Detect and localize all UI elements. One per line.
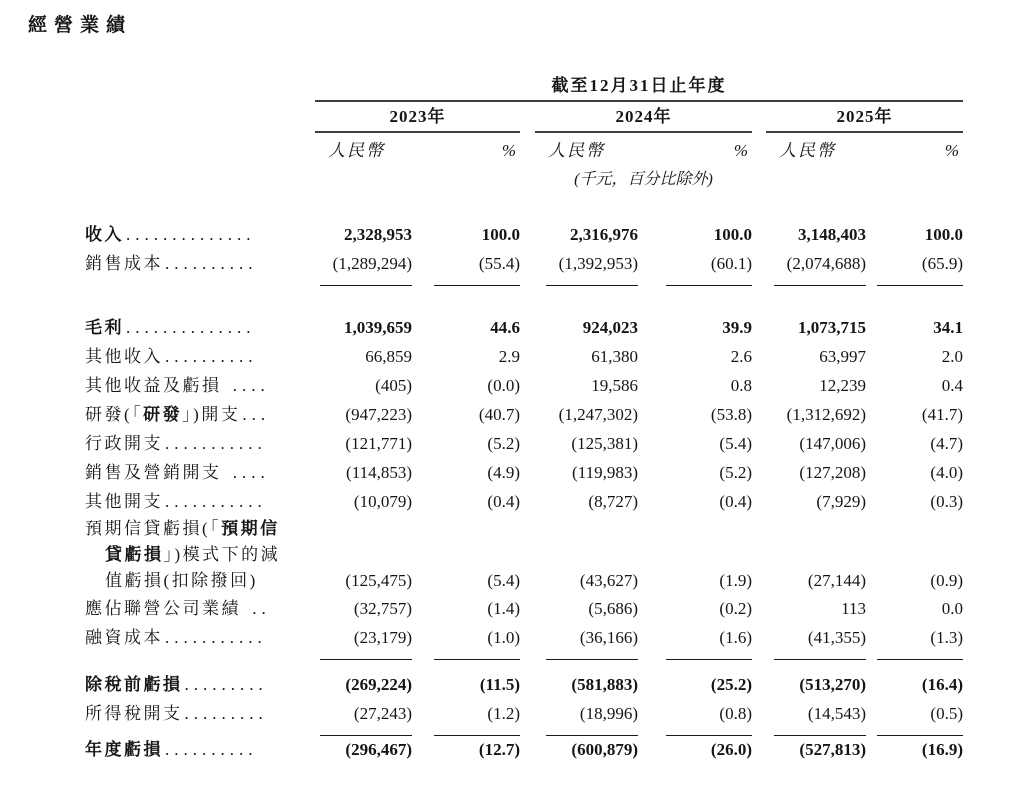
value-cell: (0.2) — [719, 599, 752, 618]
dot-leader: ......... — [184, 675, 268, 694]
value-cell: (16.4) — [921, 675, 963, 694]
value-cell: 2.9 — [498, 347, 520, 366]
label-segment: 所得稅開支 — [85, 704, 183, 723]
value-cell: (1.9) — [719, 571, 752, 590]
table-row-rd-expenses — [85, 400, 963, 429]
value-cell: 34.1 — [933, 318, 963, 337]
value-cell: (4.9) — [487, 463, 520, 482]
column-gap — [752, 487, 766, 516]
value-cell: (7,929) — [816, 492, 866, 511]
value-cell: 2,328,953 — [344, 225, 412, 244]
column-gap — [520, 735, 535, 764]
value-cell: 0.8 — [730, 376, 752, 395]
table-row-finance-costs — [85, 623, 963, 652]
column-gap — [520, 133, 535, 169]
value-cell: (127,208) — [799, 463, 866, 482]
column-gap — [752, 429, 766, 458]
value-cell: (1,392,953) — [535, 249, 638, 278]
value-cell: (947,223) — [345, 405, 412, 424]
label-segment: 銷售成本 — [85, 254, 163, 273]
value-cell: (27,243) — [315, 699, 412, 728]
unit-note: (千元，百分比除外) — [574, 171, 713, 188]
column-gap — [752, 735, 766, 764]
label-segment: 融資成本 — [85, 628, 163, 647]
subheader-group-2025 — [766, 133, 963, 169]
value-cell: 1,073,715 — [798, 318, 866, 337]
column-gap — [520, 220, 535, 249]
column-gap — [520, 371, 535, 400]
row-label — [85, 371, 315, 400]
value-cell: (2,074,688) — [766, 249, 866, 278]
period-header: 截至12月31日止年度 — [551, 76, 727, 95]
value-cell: (0.0) — [487, 376, 520, 395]
value-cell: (12.7) — [478, 740, 520, 759]
value-cell: (36,166) — [535, 623, 638, 652]
row-label — [85, 594, 315, 623]
value-cell: (405) — [375, 376, 412, 395]
label-segment: 銷售及營銷開支 — [85, 463, 222, 482]
value-cell: (32,757) — [353, 599, 412, 618]
column-gap — [752, 133, 766, 169]
value-cell: (121,771) — [345, 434, 412, 453]
value-cell: (16.9) — [921, 740, 963, 759]
row-label — [85, 429, 315, 458]
value-cell: (269,224) — [345, 675, 412, 694]
value-cell: 0.0 — [941, 599, 963, 618]
label-column-spacer — [85, 72, 315, 100]
value-cell: (14,543) — [766, 699, 866, 728]
label-segment: 除稅前虧損 — [85, 675, 183, 694]
value-cell: 113 — [841, 599, 866, 618]
value-cell: (1,312,692) — [786, 405, 866, 424]
label-segment: 行政開支 — [85, 434, 163, 453]
dot-leader: ........... — [165, 434, 267, 453]
value-cell: (60.1) — [638, 249, 752, 278]
value-cell: (119,983) — [572, 463, 638, 482]
value-cell: (0.4) — [487, 492, 520, 511]
value-cell: (125,475) — [345, 571, 412, 590]
period-header-row — [85, 72, 963, 100]
label-segment: 預期信 — [221, 519, 280, 538]
year-header-2023: 2023年 — [315, 102, 520, 133]
table-row-other-gains-and-losses — [85, 371, 963, 400]
value-cell: (581,883) — [571, 675, 638, 694]
column-gap — [520, 670, 535, 699]
year-header-2024: 2024年 — [535, 102, 752, 133]
value-cell: (1.2) — [412, 699, 520, 728]
value-cell: (11.5) — [479, 675, 520, 694]
label-segment: 」)開支 — [182, 405, 241, 424]
value-cell: (114,853) — [346, 463, 412, 482]
value-cell: (1.3) — [866, 623, 963, 652]
table-body — [85, 220, 963, 764]
label-segment: 其他收益及虧損 — [85, 376, 222, 395]
value-cell: 100.0 — [713, 225, 752, 244]
column-gap — [520, 623, 535, 652]
value-cell: (25.2) — [710, 675, 752, 694]
dot-leader: .......... — [165, 254, 258, 273]
value-cell: (27,144) — [807, 571, 866, 590]
value-cell: (26.0) — [710, 740, 752, 759]
column-gap — [752, 699, 766, 728]
value-cell: (125,381) — [571, 434, 638, 453]
column-subheaders-row — [85, 133, 963, 169]
label-line — [85, 542, 315, 568]
dot-leader: ........... — [165, 628, 267, 647]
dot-leader: ... — [242, 405, 271, 424]
dot-leader: ........... — [165, 492, 267, 511]
value-cell: (1,247,302) — [558, 405, 638, 424]
column-gap — [752, 102, 766, 133]
value-cell: (4.7) — [930, 434, 963, 453]
row-label — [85, 220, 315, 249]
column-gap — [520, 400, 535, 429]
column-gap — [520, 313, 535, 342]
label-segment: 毛利 — [85, 318, 124, 337]
value-cell: 66,859 — [365, 347, 412, 366]
dot-leader: .... — [223, 376, 270, 395]
value-cell: 0.4 — [941, 376, 963, 395]
row-label — [85, 670, 315, 699]
table-row-ecl-impairment — [85, 516, 963, 594]
dot-leader: .............. — [126, 318, 256, 337]
value-cell: 39.9 — [722, 318, 752, 337]
unit-note-row — [85, 169, 963, 193]
table-row-gross-profit — [85, 313, 963, 342]
column-gap — [520, 458, 535, 487]
table-row-loss-before-tax — [85, 670, 963, 699]
value-cell: 44.6 — [490, 318, 520, 337]
table-row-loss-for-the-year — [85, 735, 963, 764]
value-cell: (43,627) — [579, 571, 638, 590]
column-gap — [752, 594, 766, 623]
column-gap — [752, 342, 766, 371]
value-cell: (296,467) — [345, 740, 412, 759]
value-cell: 100.0 — [924, 225, 963, 244]
label-column-spacer — [85, 133, 315, 169]
table-row-admin-expenses — [85, 429, 963, 458]
value-cell: (4.0) — [930, 463, 963, 482]
percent-label: % — [944, 141, 961, 160]
value-cell: 2,316,976 — [570, 225, 638, 244]
currency-label: 人民幣 — [548, 141, 605, 160]
value-cell: (23,179) — [315, 623, 412, 652]
table-row-income-tax-expense — [85, 699, 963, 728]
value-cell: 924,023 — [582, 318, 638, 337]
label-segment: 其他開支 — [85, 492, 163, 511]
column-gap — [752, 400, 766, 429]
table-row-revenue — [85, 220, 963, 249]
value-cell: (8,727) — [588, 492, 638, 511]
value-cell: (1.0) — [412, 623, 520, 652]
column-gap — [752, 623, 766, 652]
value-cell: 100.0 — [481, 225, 520, 244]
value-cell: (0.3) — [930, 492, 963, 511]
value-cell: (527,813) — [799, 740, 866, 759]
row-label — [85, 342, 315, 371]
column-gap — [520, 249, 535, 278]
value-cell: (5.2) — [719, 463, 752, 482]
dot-leader: .. — [243, 599, 271, 618]
header-body-spacer — [85, 193, 963, 220]
dot-leader: .......... — [165, 740, 258, 759]
row-label — [85, 699, 315, 728]
table-row-other-income — [85, 342, 963, 371]
percent-label: % — [501, 141, 518, 160]
value-cell: (18,996) — [535, 699, 638, 728]
value-cell: 12,239 — [819, 376, 866, 395]
value-cell: 2.0 — [941, 347, 963, 366]
value-cell: 2.6 — [730, 347, 752, 366]
label-segment: 」)模式下的減 — [163, 545, 281, 564]
row-label — [85, 623, 315, 652]
value-cell: (41.7) — [921, 405, 963, 424]
column-gap — [752, 220, 766, 249]
column-gap — [752, 371, 766, 400]
column-gap — [520, 342, 535, 371]
year-headers-row — [85, 102, 963, 133]
value-cell: (0.5) — [866, 699, 963, 728]
value-cell: (5.2) — [487, 434, 520, 453]
label-segment: 應佔聯營公司業績 — [85, 599, 241, 618]
table-row-other-expenses — [85, 487, 963, 516]
value-cell: (513,270) — [799, 675, 866, 694]
column-gap — [752, 249, 766, 278]
value-cell: (53.8) — [710, 405, 752, 424]
subheader-group-2024 — [535, 133, 752, 169]
value-cell: 19,586 — [591, 376, 638, 395]
value-cell: 3,148,403 — [798, 225, 866, 244]
value-cell: (55.4) — [412, 249, 520, 278]
value-cell: (600,879) — [571, 740, 638, 759]
value-cell: 1,039,659 — [344, 318, 412, 337]
value-cell: (0.8) — [638, 699, 752, 728]
value-cell: (0.4) — [719, 492, 752, 511]
column-gap — [520, 102, 535, 133]
row-label — [85, 487, 315, 516]
label-segment: 預期信貸虧損(「 — [85, 519, 222, 538]
value-cell: (40.7) — [478, 405, 520, 424]
column-gap — [520, 594, 535, 623]
value-cell: (0.9) — [930, 571, 963, 590]
label-segment: 值虧損(扣除撥回) — [105, 571, 258, 590]
table-row-cost-of-sales — [85, 249, 963, 278]
value-cell: (5,686) — [588, 599, 638, 618]
page-title: 經營業績 — [28, 15, 133, 36]
value-cell: 61,380 — [591, 347, 638, 366]
label-segment: 貸虧損 — [105, 545, 164, 564]
label-segment: 其他收入 — [85, 347, 163, 366]
row-label — [85, 516, 315, 594]
value-cell: (41,355) — [766, 623, 866, 652]
row-label — [85, 735, 315, 764]
subheader-group-2023 — [315, 133, 520, 169]
row-label — [85, 313, 315, 342]
column-gap — [520, 699, 535, 728]
row-label — [85, 249, 315, 278]
label-line — [85, 568, 315, 594]
column-gap — [752, 458, 766, 487]
year-header-2025: 2025年 — [766, 102, 963, 133]
operating-results-table — [85, 72, 963, 764]
value-cell: (5.4) — [719, 434, 752, 453]
label-segment: 研發 — [143, 405, 183, 424]
dot-leader: .............. — [126, 225, 256, 244]
dot-leader: .... — [223, 463, 270, 482]
column-gap — [520, 429, 535, 458]
value-cell: (65.9) — [866, 249, 963, 278]
percent-label: % — [733, 141, 750, 160]
value-cell: (147,006) — [799, 434, 866, 453]
value-cell: (10,079) — [353, 492, 412, 511]
table-row-selling-marketing-expenses — [85, 458, 963, 487]
value-cell: 63,997 — [819, 347, 866, 366]
value-cell: (1.4) — [487, 599, 520, 618]
value-cell: (5.4) — [487, 571, 520, 590]
label-segment: 年度虧損 — [85, 740, 163, 759]
label-segment: 收入 — [85, 225, 124, 244]
dot-leader: ......... — [184, 704, 268, 723]
row-label — [85, 458, 315, 487]
column-gap — [752, 313, 766, 342]
value-cell: (1,289,294) — [315, 249, 412, 278]
row-label — [85, 400, 315, 429]
value-cell: (1.6) — [638, 623, 752, 652]
table-row-share-of-associates — [85, 594, 963, 623]
column-gap — [752, 670, 766, 699]
label-column-spacer — [85, 102, 315, 133]
currency-label: 人民幣 — [779, 141, 836, 160]
label-line — [85, 516, 315, 542]
label-segment: 研發(「 — [85, 405, 144, 424]
currency-label: 人民幣 — [328, 141, 385, 160]
dot-leader: .......... — [165, 347, 258, 366]
column-gap — [520, 487, 535, 516]
